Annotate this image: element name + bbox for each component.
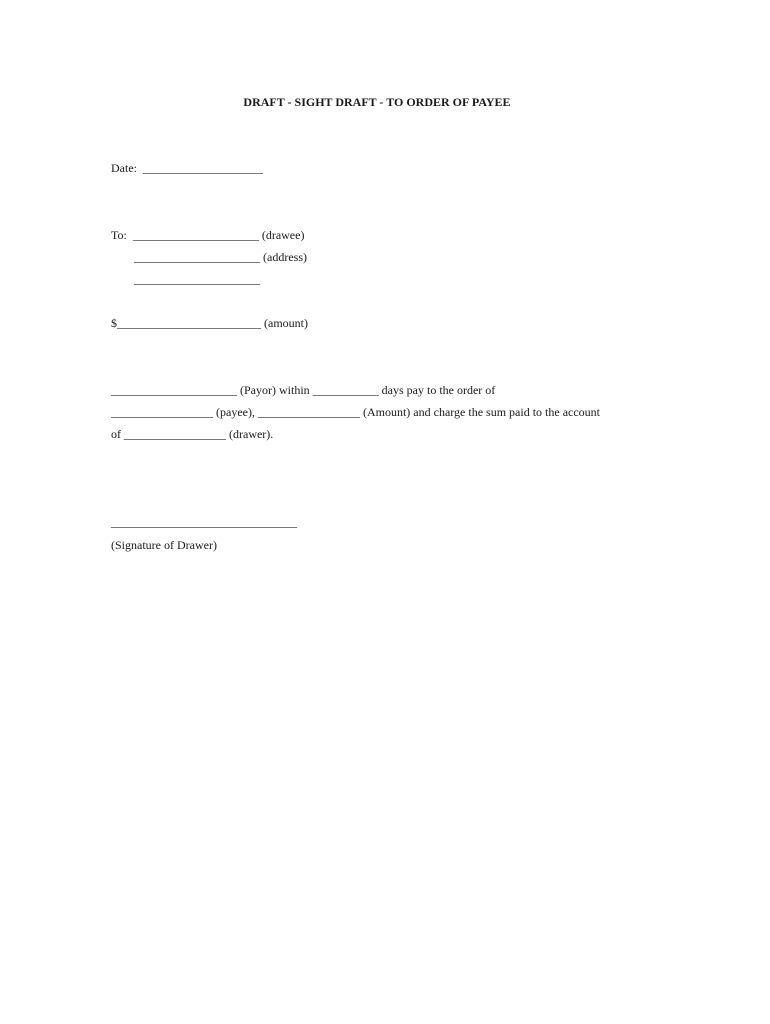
signature-label: (Signature of Drawer) xyxy=(111,538,217,552)
address-line-2: _____________________ xyxy=(134,272,260,286)
body-line-drawer: of _________________ (drawer). xyxy=(111,427,274,441)
signature-line: _______________________________ xyxy=(111,515,297,529)
amount-line: $________________________ (amount) xyxy=(111,316,308,330)
date-line: Date: ____________________ xyxy=(111,161,263,175)
body-line-payee: _________________ (payee), _________________ (Amount) and charge the sum paid to the account xyxy=(111,405,601,419)
body-line-payor: _____________________ (Payor) within ___________ days pay to the order of xyxy=(111,383,496,397)
document-title: DRAFT - SIGHT DRAFT - TO ORDER OF PAYEE xyxy=(243,95,511,109)
drawee-line: To: _____________________ (drawee) xyxy=(111,228,305,242)
address-line: _____________________ (address) xyxy=(134,250,307,264)
